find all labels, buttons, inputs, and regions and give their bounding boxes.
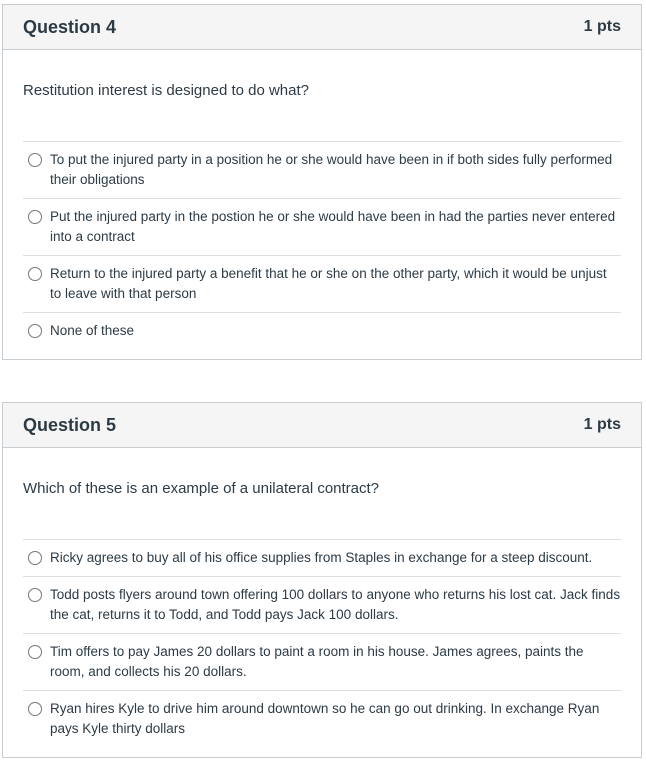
radio-button-icon[interactable]	[28, 267, 42, 281]
answer-option[interactable]	[23, 633, 621, 690]
question-5-card	[2, 402, 642, 758]
answer-label: Ryan hires Kyle to drive him around downtown so he can go out drinking. In exchange Ryan pays Kyle thirty dollars	[50, 701, 600, 736]
radio-button-icon[interactable]	[28, 588, 42, 602]
answer-label: Todd posts flyers around town offering 100 dollars to anyone who returns his lost cat. Jack finds the cat, returns it to Todd, and Todd pays Jack 100 dollars.	[50, 587, 621, 622]
radio-button-icon[interactable]	[28, 210, 42, 224]
question-points: 1 pts	[583, 416, 621, 433]
answer-option[interactable]	[23, 690, 621, 747]
radio-button-icon[interactable]	[28, 153, 42, 167]
radio-button-icon[interactable]	[28, 324, 42, 338]
question-header	[3, 5, 641, 50]
question-points: 1 pts	[583, 18, 621, 35]
question-title: Question 4	[23, 16, 117, 37]
question-4-card	[2, 4, 642, 360]
question-text: Restitution interest is designed to do what?	[23, 82, 310, 99]
answer-label: Put the injured party in the postion he or she would have been in had the parties never entered into a contract	[50, 209, 616, 244]
answer-label: To put the injured party in a position he or she would have been in if both sides fully performed their obligations	[50, 152, 613, 187]
question-header	[3, 403, 641, 448]
answer-list	[23, 141, 621, 349]
answer-option[interactable]	[23, 576, 621, 633]
answer-option[interactable]	[23, 539, 621, 576]
answer-option[interactable]	[23, 255, 621, 312]
answer-option[interactable]	[23, 141, 621, 198]
radio-button-icon[interactable]	[28, 702, 42, 716]
answer-label: Tim offers to pay James 20 dollars to paint a room in his house. James agrees, paints the room, and collects his 20 dollars.	[50, 644, 584, 679]
answer-list	[23, 539, 621, 747]
answer-label: None of these	[50, 323, 135, 338]
radio-button-icon[interactable]	[28, 551, 42, 565]
answer-label: Ricky agrees to buy all of his office supplies from Staples in exchange for a steep discount.	[50, 550, 593, 565]
question-text: Which of these is an example of a unilateral contract?	[23, 480, 380, 497]
answer-option[interactable]	[23, 312, 621, 349]
answer-option[interactable]	[23, 198, 621, 255]
radio-button-icon[interactable]	[28, 645, 42, 659]
answer-label: Return to the injured party a benefit that he or she on the other party, which it would be unjust to leave with that person	[50, 266, 607, 301]
question-title: Question 5	[23, 414, 117, 435]
